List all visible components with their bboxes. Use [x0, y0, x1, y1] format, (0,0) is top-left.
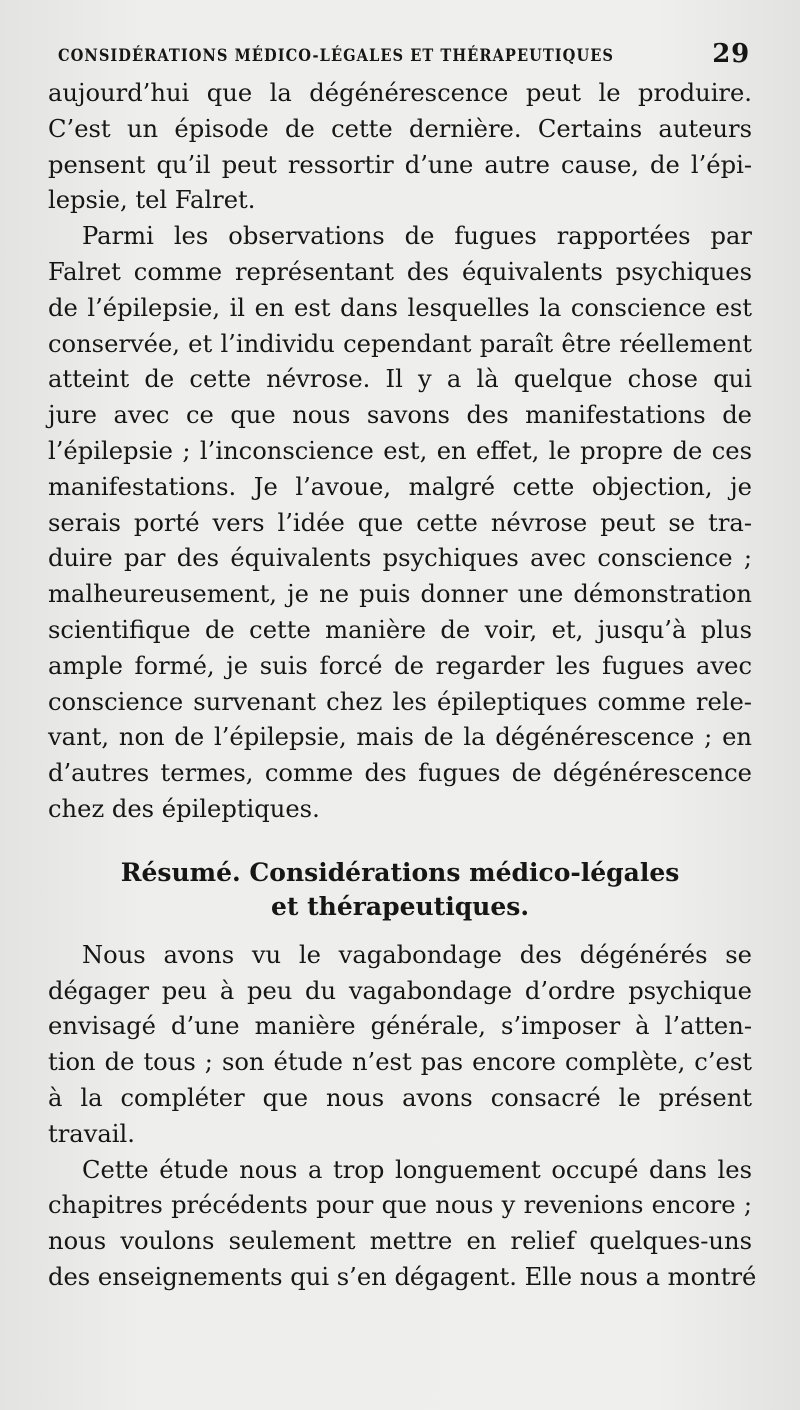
section-heading-line: et thérapeutiques. — [270, 891, 530, 921]
text-line: aujourd’hui que la dégénérescence peut le produire. — [48, 79, 752, 107]
section-heading-line: Résumé. Considérations médico-légales — [120, 857, 680, 887]
section-heading — [48, 856, 752, 924]
text-line: travail. — [48, 1119, 135, 1148]
text-line: dégager peu à peu du vagabondage d’ordre psychique — [48, 976, 752, 1005]
running-header-title: CONSIDÉRATIONS MÉDICO-LÉGALES ET THÉRAPEUTIQUES — [58, 46, 615, 66]
running-header — [58, 38, 752, 76]
text-line: pensent qu’il peut ressortir d’une autre cause, de l’épi- — [48, 150, 752, 179]
paragraph-falret-observations — [48, 219, 752, 828]
text-line: des enseignements qui s’en dégagent. Elle nous a montré — [48, 1262, 757, 1291]
text-line: d’autres termes, comme des fugues de dégénérescence — [48, 759, 752, 788]
text-line: C’est un épisode de cette dernière. Certains auteurs — [48, 114, 752, 143]
text-line: Nous avons vu le vagabondage des dégénérés se — [82, 940, 752, 969]
text-line: chez des épileptiques. — [48, 794, 320, 823]
text-line: l’épilepsie ; l’inconscience est, en effet, le propre de ces — [48, 436, 752, 465]
text-line: nous voulons seulement mettre en relief quelques-uns — [48, 1227, 752, 1256]
text-line: vant, non de l’épilepsie, mais de la dégénérescence ; en — [48, 723, 752, 752]
page-number: 29 — [712, 39, 750, 69]
text-line: manifestations. Je l’avoue, malgré cette objection, je — [48, 472, 752, 501]
paragraph-study-lessons — [48, 1153, 757, 1296]
text-line: malheureusement, je ne puis donner une démonstration — [48, 580, 752, 609]
text-line: chapitres précédents pour que nous y revenions encore ; — [48, 1191, 752, 1220]
text-line: de l’épilepsie, il en est dans lesquelles la conscience est — [48, 293, 752, 322]
paragraph-continuation — [48, 76, 752, 219]
text-line: jure avec ce que nous savons des manifestations de — [48, 401, 752, 430]
text-line: Cette étude nous a trop longuement occupé dans les — [82, 1155, 752, 1184]
text-line: Falret comme représentant des équivalents psychiques — [48, 257, 752, 286]
text-line: atteint de cette névrose. Il y a là quelque chose qui — [48, 365, 752, 394]
text-line: conservée, et l’individu cependant paraît être réellement — [48, 329, 752, 358]
text-line: ample formé, je suis forcé de regarder les fugues avec — [48, 651, 752, 680]
text-line: lepsie, tel Falret. — [48, 186, 256, 215]
text-line: serais porté vers l’idée que cette névrose peut se tra- — [48, 508, 752, 537]
text-line: envisagé d’une manière générale, s’imposer à l’atten- — [48, 1012, 752, 1041]
text-line: à la compléter que nous avons consacré le présent — [48, 1083, 752, 1112]
text-line: conscience survenant chez les épileptiques comme rele- — [48, 687, 752, 716]
text-line: Parmi les observations de fugues rapportées par — [82, 222, 752, 251]
text-line: tion de tous ; son étude n’est pas encore complète, c’est — [48, 1048, 752, 1077]
paragraph-summary-intro — [48, 938, 752, 1153]
text-line: duire par des équivalents psychiques avec conscience ; — [48, 544, 752, 573]
text-line: scientifique de cette manière de voir, et, jusqu’à plus — [48, 615, 752, 644]
